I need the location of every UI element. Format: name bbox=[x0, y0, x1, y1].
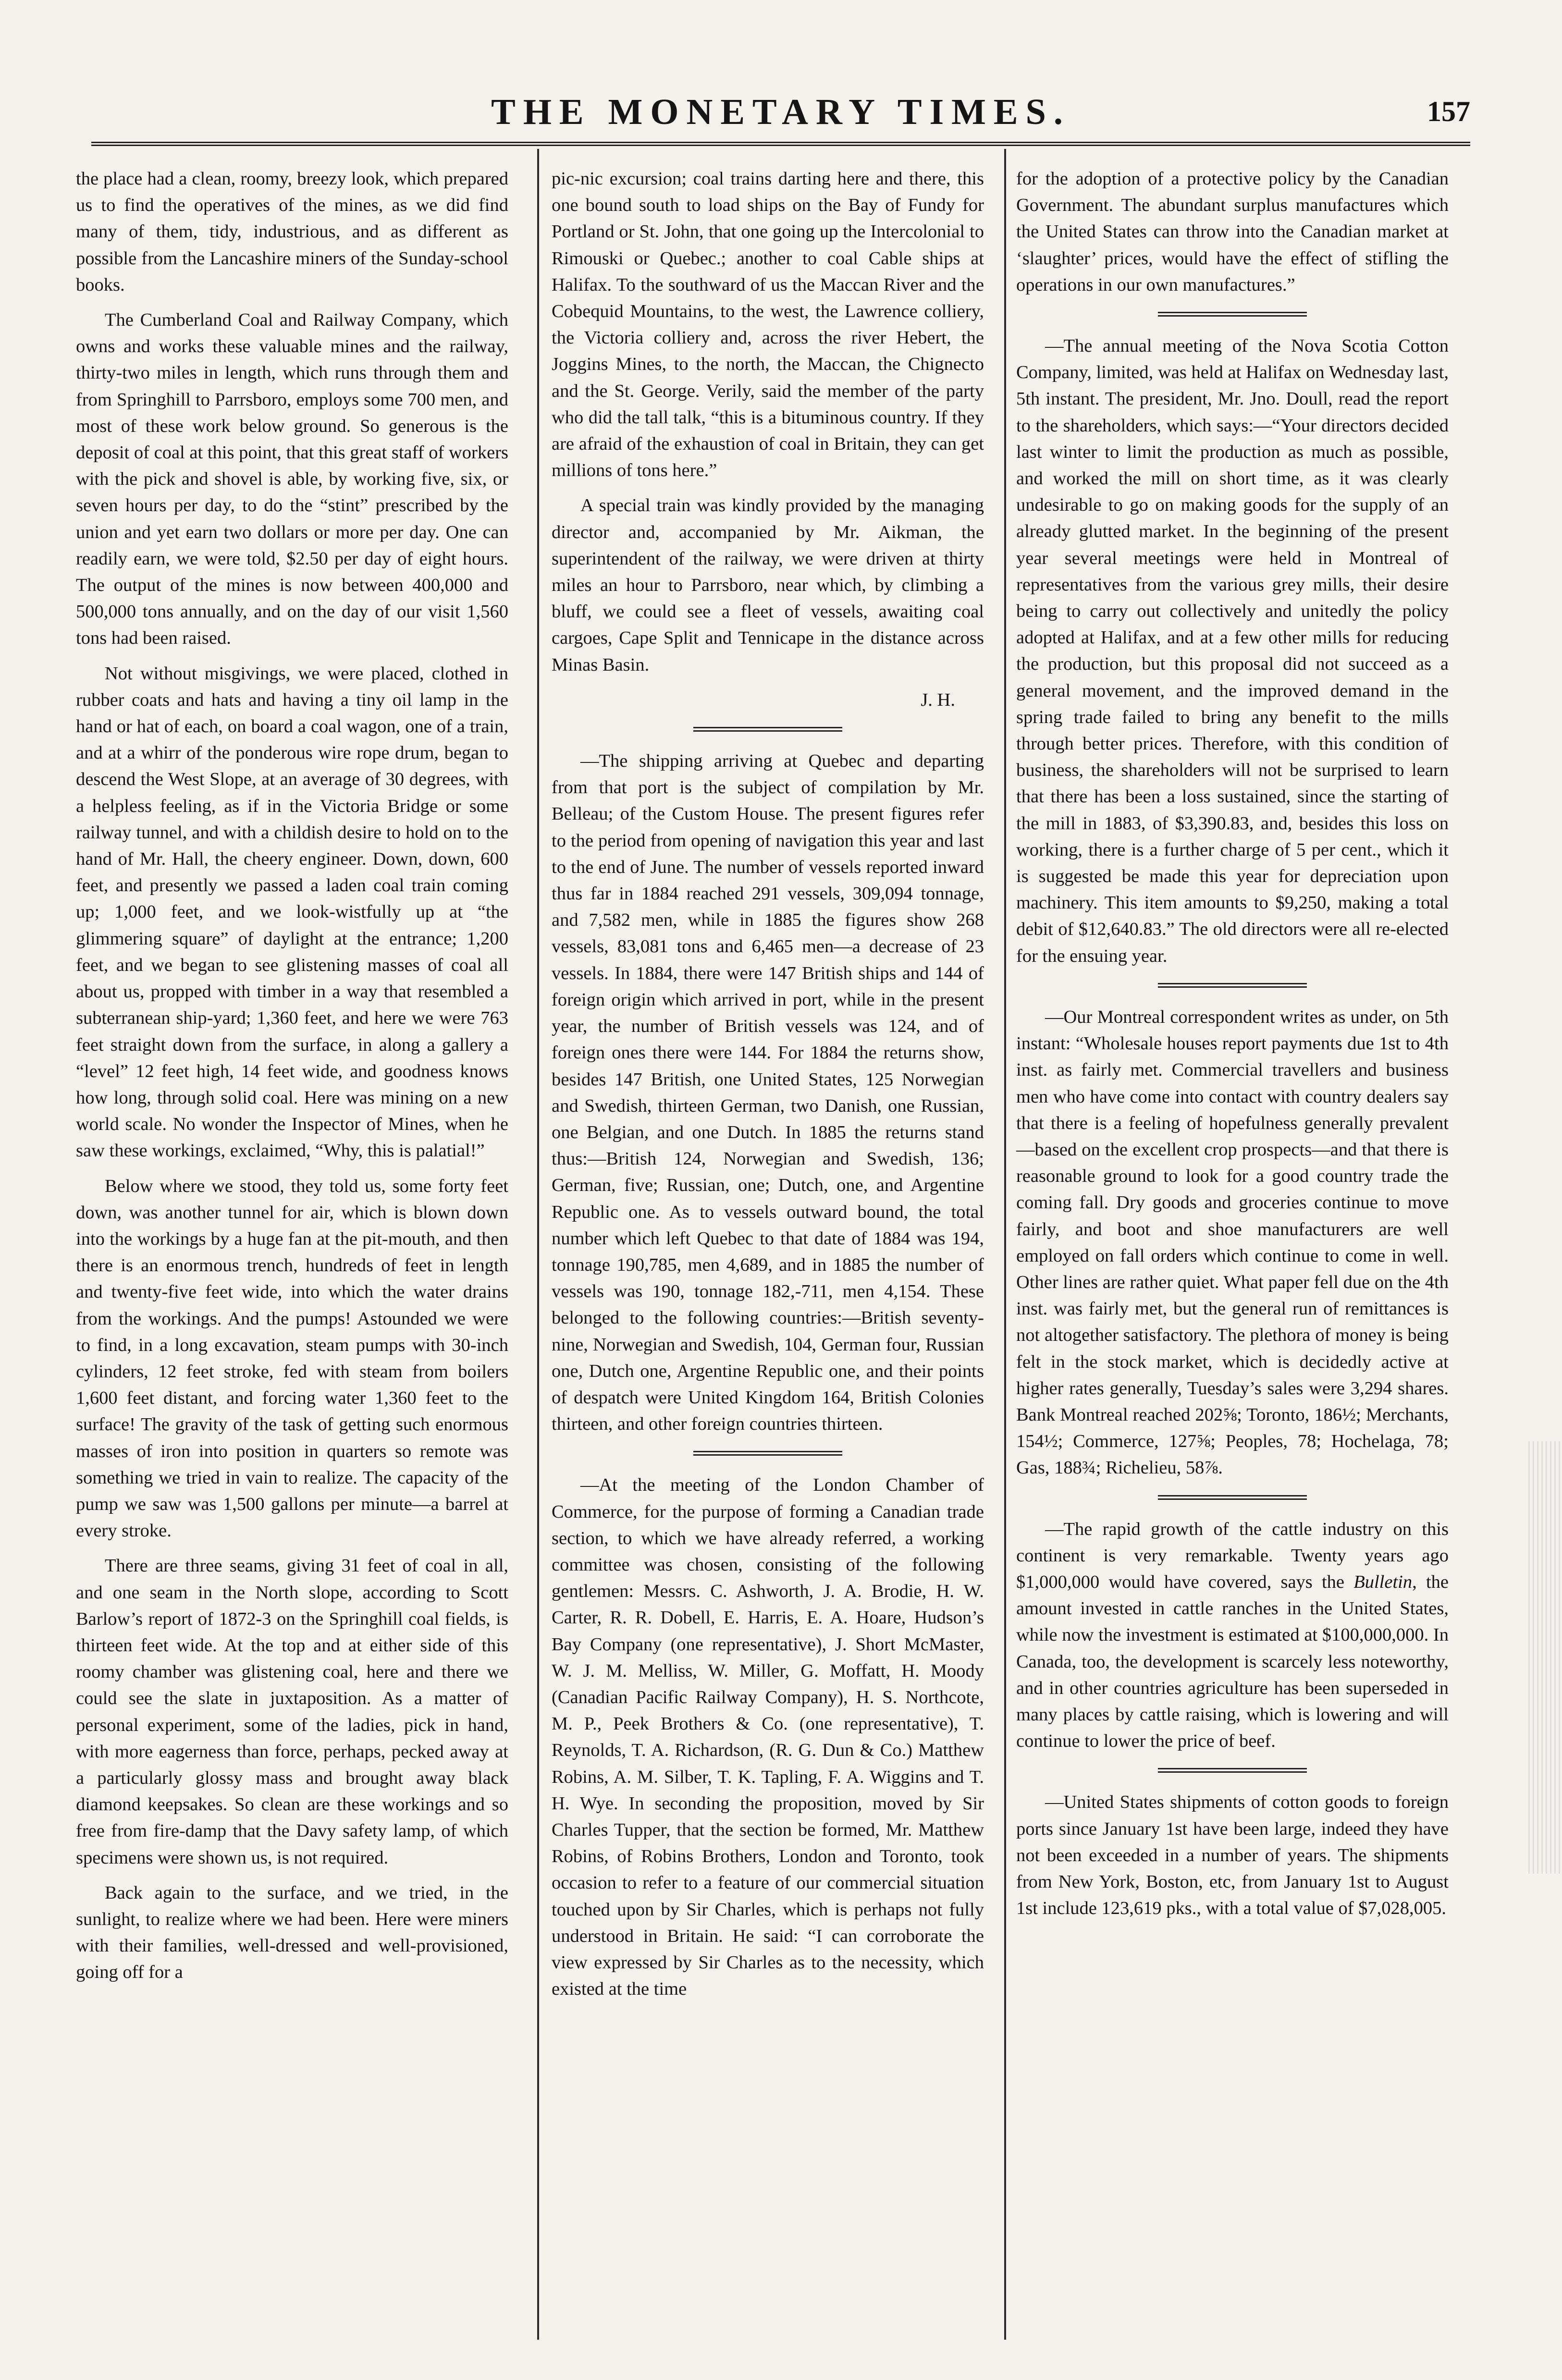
paragraph: pic-nic excursion; coal trains darting here and there, this one bound south to load ships on the Bay of Fundy for Portland or St. John, that one going up the Intercolonial to Rimouski or Quebec.; another to coal Cable ships at Halifax. To the southward of us the Maccan River and the Cobequid Mountains, to the west, the Lawrence colliery, the Victoria colliery and, across the river Hebert, the Joggins Mines, to the north, the Maccan, the Chignecto and the St. George. Verily, said the member of the party who did the tall talk, “this is a bituminous country. If they are afraid of the exhaustion of coal in Britain, they can get millions of tons here.” bbox=[552, 169, 984, 481]
publication-title: THE MONETARY TIMES. bbox=[491, 92, 1070, 132]
article-separator bbox=[1158, 983, 1307, 988]
paragraph: The Cumberland Coal and Railway Company, which owns and works these valuable mines and the railway, thirty-two miles in length, which runs through them and from Springhill to Parrsboro, employs some 700 men, and most of these work below ground. So generous is the deposit of coal at this point, that this great staff of workers with the pick and shovel is able, by working five, six, or seven hours per day, to do the “stint” prescribed by the union and yet earn two dollars or more per day. One can readily earn, we were told, $2.50 per day of eight hours. The output of the mines is now between 400,000 and 500,000 tons annually, and on the day of our visit 1,560 tons had been raised. bbox=[76, 310, 508, 649]
column-2 bbox=[552, 166, 984, 2337]
article-london-chamber: —At the meeting of the London Chamber of Commerce, for the purpose of forming a Canadian trade section, to which we have already referred, a working committee was chosen, consisting of the following gentlemen: Messrs. C. Ashworth, J. A. Brodie, H. W. Carter, R. R. Dobell, E. Harris, E. A. Hoare, Hudson’s Bay Company (one representative), J. Short McMaster, W. J. M. Melliss, W. Miller, G. Moffatt, H. Moody (Canadian Pacific Railway Company), H. S. Northcote, M. P., Peek Brothers & Co. (one representative), T. Reynolds, T. A. Richardson, (R. G. Dun & Co.) Matthew Robins, A. M. Silber, T. K. Tapling, F. A. Wiggins and T. H. Wye. In seconding the proposition, moved by Sir Charles Tupper, that the section be formed, Mr. Matthew Robins, of Robins Brothers, London and Toronto, took occasion to refer to a feature of our commercial situation touched upon by Sir Charles, which is perhaps not fully understood in Britain. He said: “I can corroborate the view expressed by Sir Charles as to the necessity, which existed at the time bbox=[552, 1475, 984, 2000]
masthead bbox=[91, 91, 1470, 144]
paragraph: for the adoption of a protective policy by the Canadian Government. The abundant surplus manufactures which the United States can throw into the Canadian market at ‘slaughter’ prices, would have the effect of stifling the operations in our own manufactures.” bbox=[1016, 169, 1449, 295]
paragraph: Not without misgivings, we were placed, clothed in rubber coats and hats and having a tiny oil lamp in the hand or hat of each, on board a coal wagon, one of a train, and at a whirr of the ponderous wire rope drum, began to descend the West Slope, at an average of 30 degrees, with a helpless feeling, as if in the Victoria Bridge or some railway tunnel, and with a childish desire to hold on to the hand of Mr. Hall, the cheery engineer. Down, down, 600 feet, and presently we passed a laden coal train coming up; 1,000 feet, and we look-wistfully up at “the glimmering square” of daylight at the entrance; 1,200 feet, and we began to see glistening masses of coal all about us, propped with timber in a way that resembled a subterranean ship-yard; 1,360 feet, and here we were 763 feet straight down from the surface, in along a gallery a “level” 12 feet high, 14 feet wide, and goodness knows how long, through solid coal. Here was mining on a new world scale. No wonder the Inspector of Mines, when he saw these workings, exclaimed, “Why, this is palatial!” bbox=[76, 663, 508, 1161]
paragraph: There are three seams, giving 31 feet of coal in all, and one seam in the North slope, according to Scott Barlow’s report of 1872-3 on the Springhill coal fields, is thirteen feet wide. At the top and at either side of this roomy chamber was glistening coal, here and there we could see the slate in juxtaposition. As a matter of personal experiment, some of the ladies, pick in hand, with more eagerness than force, perhaps, pecked away at a particularly glossy mass and brought away black diamond keepsakes. So clean are these workings and so free from fire-damp that the Davy safety lamp, of which specimens were shown us, is not required. bbox=[76, 1556, 508, 1868]
article-separator bbox=[1158, 312, 1307, 317]
author-signature: J. H. bbox=[921, 689, 955, 710]
column-1 bbox=[76, 166, 508, 2337]
article-separator bbox=[693, 1451, 842, 1456]
article-separator bbox=[693, 727, 842, 732]
masthead-rule bbox=[91, 142, 1470, 146]
page-number: 157 bbox=[1427, 96, 1470, 127]
article-nova-scotia-cotton: —The annual meeting of the Nova Scotia Cotton Company, limited, was held at Halifax on Wednesday last, 5th instant. The president, Mr. Jno. Doull, read the report to the shareholders, which says:—“Your directors decided last winter to limit the production as much as possible, and worked the mill on short time, as it was clearly undesirable to go on making goods for the supply of an already glutted market. In the beginning of the present year several meetings were held in Montreal of representatives from the various grey mills, their desire being to carry out collectively and unitedly the policy adopted at Halifax, and at a few other mills for reducing the production, but this proposal did not succeed as a general movement, and the improved demand in the spring trade failed to bring any benefit to the mills through better prices. Therefore, with this condition of business, the shareholders will not be surprised to learn that there has been a loss sustained, since the starting of the mill in 1883, of $3,390.83, and, besides this loss on working, there is a further charge of 5 per cent., which it is suggested be made this year for depreciation upon machinery. This item amounts to $9,250, making a total debit of $12,640.83.” The old directors were all re-elected for the ensuing year. bbox=[1016, 336, 1449, 966]
paragraph: the place had a clean, roomy, breezy look, which prepared us to find the operatives of the mines, as we did find many of them, tidy, industrious, and as different as possible from the Lancashire miners of the Sunday-school books. bbox=[76, 169, 508, 295]
article-cotton-shipments: —United States shipments of cotton goods to foreign ports since January 1st have been large, indeed they have not been exceeded in a number of years. The shipments from New York, Boston, etc, from January 1st to August 1st include 123,619 pks., with a total value of $7,028,005. bbox=[1016, 1792, 1449, 1919]
column-3 bbox=[1016, 166, 1449, 2337]
column-divider bbox=[537, 149, 539, 2340]
publication-name: Bulletin bbox=[1353, 1571, 1413, 1592]
article-separator bbox=[1158, 1495, 1307, 1500]
article-separator bbox=[1158, 1768, 1307, 1773]
text-run: , the amount invested in cattle ranches in the United States, while now the investment is estimated at $100,000,000. In Canada, too, the development is scarcely less noteworthy, and in other countries agriculture has been superseded in many places by cattle raising, which is lowering and will continue to lower the price of beef. bbox=[1016, 1571, 1449, 1752]
paragraph: Below where we stood, they told us, some forty feet down, was another tunnel for air, which is blown down into the workings by a huge fan at the pit-mouth, and then there is an enormous trench, hundreds of feet in length and twenty-five feet wide, into which the water drains from the workings. And the pumps! Astounded we were to find, in a long excavation, steam pumps with 30-inch cylinders, 12 feet stroke, fed with steam from boilers 1,600 feet distant, and forcing water 1,360 feet to the surface! The gravity of the task of getting such enormous masses of iron into position in quarters so remote was something we tried in vain to realize. The capacity of the pump we saw was 1,500 gallons per minute—a barrel at every stroke. bbox=[76, 1176, 508, 1541]
text-run: —The rapid growth of the cattle industry on this continent is very remarkable. Twenty years ago $1,000,000 would have covered, says the bbox=[1016, 1519, 1449, 1592]
article-montreal-correspondent: —Our Montreal correspondent writes as under, on 5th instant: “Wholesale houses report payments due 1st to 4th inst. as fairly met. Commercial travellers and business men who have come into contact with country dealers say that there is a feeling of hopefulness generally prevalent—based on the excellent crop prospects—and that there is reasonable ground to look for a good country trade the coming fall. Dry goods and groceries continue to move fairly, and boot and shoe manufacturers are well employed on fall orders which continue to come in well. Other lines are rather quiet. What paper fell due on the 4th inst. was fairly met, but the general run of remittances is not altogether satisfactory. The plethora of money is being felt in the stock market, which is decidedly active at higher rates generally, Tuesday’s sales were 3,294 shares. Bank Montreal reached 202⅝; Toronto, 186½; Merchants, 154½; Commerce, 127⅝; Peoples, 78; Hochelaga, 78; Gas, 188¾; Richelieu, 58⅞. bbox=[1016, 1006, 1449, 1478]
paragraph: A special train was kindly provided by the managing director and, accompanied by Mr. Aikman, the superintendent of the railway, we were driven at thirty miles an hour to Parrsboro, near which, by climbing a bluff, we could see a fleet of vessels, awaiting coal cargoes, Cape Split and Tennicape in the distance across Minas Basin. bbox=[552, 495, 984, 675]
article-cattle-industry bbox=[1016, 1516, 1449, 1755]
scan-edge-artifact bbox=[1528, 1441, 1562, 1874]
article-quebec-shipping: —The shipping arriving at Quebec and departing from that port is the subject of compilation by Mr. Belleau; of the Custom House. The present figures refer to the period from opening of navigation this year and last to the end of June. The number of vessels reported inward thus far in 1884 reached 291 vessels, 309,094 tonnage, and 7,582 men, while in 1885 the figures show 268 vessels, 83,081 tons and 6,465 men—a decrease of 23 vessels. In 1884, there were 147 British ships and 144 of foreign origin which arrived in port, while in the present year, the number of British vessels was 124, and of foreign ones there were 144. For 1884 the returns show, besides 147 British, one United States, 125 Norwegian and Swedish, thirteen German, two Danish, one Russian, one Belgian, and one Dutch. In 1885 the returns stand thus:—British 124, Norwegian and Swedish, 136; German, five; Russian, one; Dutch, one, and Argentine Republic one. As to vessels outward bound, the total number which left Quebec to that date of 1884 was 194, tonnage 190,785, men 4,689, and in 1885 the number of vessels was 190, tonnage 182,-711, men 4,154. These belonged to the following countries:—British seventy-nine, Norwegian and Swedish, 104, German four, Russian one, Dutch one, Argentine Republic one, and their points of despatch were United Kingdom 164, British Colonies thirteen, and other foreign countries thirteen. bbox=[552, 751, 984, 1435]
column-divider bbox=[1004, 149, 1006, 2340]
paragraph: Back again to the surface, and we tried, in the sunlight, to realize where we had been. Here were miners with their families, well-dressed and well-provisioned, going off for a bbox=[76, 1882, 508, 1983]
